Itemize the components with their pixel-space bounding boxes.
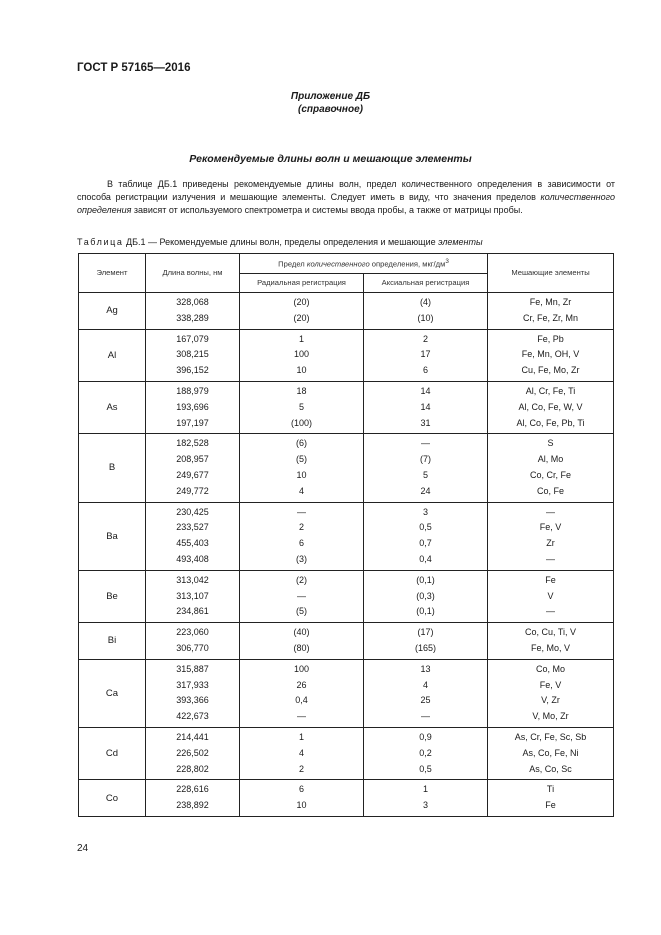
interfering-value: Co, Cr, Fe: [530, 469, 572, 480]
wavelength-value: 317,933: [176, 679, 209, 690]
wavelength-value: 396,152: [176, 365, 209, 376]
radial-value: 6: [298, 784, 304, 795]
radial-value: (80): [293, 642, 310, 653]
interfering-cell: [488, 570, 614, 622]
appendix-title: Приложение ДБ: [290, 91, 371, 102]
interfering-value: Cr, Fe, Zr, Mn: [523, 312, 579, 323]
wavelength-value: 228,802: [176, 763, 209, 774]
axial-value: 2: [423, 333, 429, 344]
axial-cell: [364, 659, 488, 727]
radial-value: 5: [298, 401, 304, 412]
wavelength-value: 328,068: [176, 297, 209, 307]
axial-value: 5: [423, 469, 429, 480]
axial-value: (0,1): [416, 574, 435, 585]
wavelength-value: 188,979: [176, 385, 209, 396]
radial-value: 6: [298, 538, 304, 549]
axial-cell: [364, 293, 488, 330]
wavelength-value: 233,527: [176, 522, 209, 533]
interfering-cell: [488, 434, 614, 502]
axial-value: 0,5: [419, 763, 432, 774]
interfering-value: S: [547, 438, 554, 449]
radial-value: 1: [298, 333, 304, 344]
axial-value: —: [421, 711, 430, 722]
radial-cell: [240, 502, 364, 570]
interfering-value: Al, Co, Fe, Pb, Ti: [516, 417, 585, 428]
interfering-value: Co, Mo: [536, 663, 566, 674]
header-limit-suffix: определения, мкг/дм: [369, 260, 446, 270]
interfering-cell: [488, 727, 614, 779]
axial-cell: [364, 727, 488, 779]
interfering-value: As, Co, Fe, Ni: [522, 747, 579, 758]
radial-value: 10: [296, 365, 307, 376]
interfering-value: As, Cr, Fe, Sc, Sb: [514, 731, 587, 742]
interfering-value: Fe, V: [539, 679, 562, 690]
wavelength-value: 308,215: [176, 349, 209, 360]
wavelength-cell: [146, 727, 240, 779]
interfering-value: Fe, V: [539, 522, 562, 533]
wavelength-value: 393,366: [176, 695, 209, 706]
wavelength-value: 182,528: [176, 438, 209, 449]
axial-value: 4: [423, 679, 429, 690]
radial-cell: [240, 570, 364, 622]
radial-value: (20): [293, 297, 310, 307]
wavelength-value: 313,107: [176, 590, 209, 601]
interfering-cell: [488, 329, 614, 381]
header-axial: Аксиальная регистрация: [364, 274, 488, 293]
interfering-value: Co, Fe: [537, 485, 565, 496]
axial-value: 0,5: [419, 522, 432, 533]
element-symbol: B: [79, 434, 146, 502]
axial-value: 3: [423, 506, 429, 517]
wavelength-value: 197,197: [176, 417, 209, 428]
interfering-cell: [488, 780, 614, 817]
radial-cell: [240, 329, 364, 381]
wavelength-value: 167,079: [176, 333, 209, 344]
radial-cell: [240, 727, 364, 779]
radial-value: —: [297, 590, 306, 601]
wavelength-cell: [146, 570, 240, 622]
radial-value: 10: [296, 469, 307, 480]
interfering-value: Co, Cu, Ti, V: [525, 627, 577, 638]
wavelength-value: 193,696: [176, 401, 209, 412]
interfering-value: Zr: [546, 538, 555, 549]
interfering-value: Al, Co, Fe, W, V: [518, 401, 583, 412]
element-symbol: As: [79, 381, 146, 433]
paragraph-text-start: В таблице ДБ.1 приведены рекомендуемые длины волн, предел количественного определения в зависимости от способа регистрации излучения и мешающие элементы. Следует иметь в виду, что значения пределов: [77, 179, 615, 202]
wavelength-value: 234,861: [176, 606, 209, 617]
wavelength-value: 228,616: [176, 784, 209, 795]
appendix-subtitle: (справочное): [298, 104, 363, 115]
paragraph-text-italic: количественного определения: [77, 192, 615, 215]
wavelength-value: 214,441: [176, 731, 209, 742]
paragraph-text-end: зависят от используемого спектрометра и системы ввода пробы, а также от матрицы пробы.: [131, 205, 523, 215]
caption-label: Таблица: [77, 237, 124, 247]
header-interfering: Мешающие элементы: [488, 254, 614, 293]
axial-cell: [364, 570, 488, 622]
radial-value: (5): [296, 454, 307, 465]
table-caption: [77, 237, 483, 247]
page-number: 24: [77, 843, 89, 854]
radial-value: (6): [296, 438, 307, 449]
axial-value: 14: [420, 401, 431, 412]
radial-cell: [240, 659, 364, 727]
table-row: [79, 623, 614, 660]
interfering-value: Fe, Pb: [537, 333, 564, 344]
wavelength-value: 306,770: [176, 642, 209, 653]
element-symbol: Be: [79, 570, 146, 622]
header-limit-italic: количественного: [306, 260, 370, 270]
element-symbol: Cd: [79, 727, 146, 779]
axial-value: 24: [420, 485, 431, 496]
wavelength-cell: [146, 502, 240, 570]
header-element: Элемент: [79, 254, 146, 293]
interfering-value: Fe, Mn, OH, V: [521, 349, 580, 360]
axial-value: 0,9: [419, 731, 432, 742]
axial-value: (0,3): [416, 590, 435, 601]
radial-value: (40): [293, 627, 310, 638]
intro-paragraph: [77, 178, 615, 217]
interfering-cell: [488, 381, 614, 433]
axial-cell: [364, 502, 488, 570]
interfering-value: Cu, Fe, Mo, Zr: [521, 365, 580, 376]
interfering-value: V: [547, 590, 554, 601]
interfering-value: Fe: [545, 800, 556, 811]
table-row: [79, 329, 614, 381]
caption-italic-word: элементы: [438, 237, 483, 247]
radial-cell: [240, 434, 364, 502]
radial-value: (3): [296, 553, 307, 564]
axial-value: 25: [420, 695, 431, 706]
table-body: [79, 293, 614, 817]
axial-value: 17: [420, 349, 431, 360]
interfering-value: As, Co, Sc: [529, 763, 572, 774]
radial-value: 100: [293, 663, 310, 674]
wavelength-cell: [146, 381, 240, 433]
caption-text: ДБ.1 — Рекомендуемые длины волн, пределы определения и мешающие: [123, 237, 439, 247]
table-row: [79, 570, 614, 622]
axial-value: (4): [420, 297, 431, 307]
axial-value: (165): [415, 642, 437, 653]
table-row: [79, 434, 614, 502]
wavelength-value: 249,677: [176, 469, 209, 480]
radial-value: 10: [296, 800, 307, 811]
axial-value: 0,4: [419, 553, 432, 564]
table-row: [79, 381, 614, 433]
axial-value: 13: [420, 663, 431, 674]
radial-value: (5): [296, 606, 307, 617]
interfering-value: Al, Mo: [537, 454, 564, 465]
table-row: [79, 727, 614, 779]
wavelength-value: 315,887: [176, 663, 209, 674]
wavelength-table: [78, 253, 614, 817]
axial-value: (17): [417, 627, 434, 638]
axial-value: —: [421, 438, 430, 449]
header-limit-sup: 3: [445, 258, 449, 266]
axial-cell: [364, 780, 488, 817]
axial-value: 6: [423, 365, 429, 376]
header-limit: [240, 254, 488, 274]
axial-value: (0,1): [416, 606, 435, 617]
wavelength-cell: [146, 780, 240, 817]
interfering-value: —: [546, 606, 556, 617]
radial-value: 4: [298, 485, 304, 496]
axial-cell: [364, 381, 488, 433]
radial-value: 4: [298, 747, 304, 758]
radial-value: 26: [296, 679, 307, 690]
interfering-value: Fe, Mo, V: [531, 642, 571, 653]
radial-cell: [240, 623, 364, 660]
radial-value: 2: [298, 763, 304, 774]
element-symbol: Ba: [79, 502, 146, 570]
radial-value: —: [297, 711, 306, 722]
wavelength-value: 313,042: [176, 574, 209, 585]
element-symbol: Bi: [79, 623, 146, 660]
axial-value: 1: [423, 784, 429, 795]
wavelength-value: 208,957: [176, 454, 209, 465]
wavelength-value: 223,060: [176, 627, 209, 638]
interfering-value: Ti: [546, 784, 555, 795]
radial-cell: [240, 381, 364, 433]
table-row: [79, 659, 614, 727]
wavelength-value: 238,892: [176, 800, 209, 811]
document-header: ГОСТ Р 57165—2016: [77, 62, 191, 74]
axial-value: (7): [420, 454, 431, 465]
radial-cell: [240, 780, 364, 817]
interfering-cell: [488, 659, 614, 727]
wavelength-value: 338,289: [176, 312, 209, 323]
axial-value: (10): [417, 312, 434, 323]
interfering-value: Fe, Mn, Zr: [529, 297, 572, 307]
axial-value: 3: [423, 800, 429, 811]
header-limit-prefix: Предел: [278, 260, 307, 270]
wavelength-cell: [146, 659, 240, 727]
axial-value: 14: [420, 385, 431, 396]
element-symbol: Ag: [79, 293, 146, 330]
axial-cell: [364, 434, 488, 502]
wavelength-cell: [146, 434, 240, 502]
radial-value: —: [297, 506, 306, 517]
radial-cell: [240, 293, 364, 330]
interfering-value: V, Zr: [541, 695, 560, 706]
header-wavelength: Длина волны, нм: [146, 254, 240, 293]
axial-cell: [364, 329, 488, 381]
axial-cell: [364, 623, 488, 660]
element-symbol: Co: [79, 780, 146, 817]
element-symbol: Al: [79, 329, 146, 381]
wavelength-cell: [146, 293, 240, 330]
section-title: Рекомендуемые длины волн и мешающие элементы: [189, 153, 472, 165]
radial-value: 18: [296, 385, 307, 396]
element-symbol: Ca: [79, 659, 146, 727]
radial-value: (2): [296, 574, 307, 585]
interfering-value: —: [546, 553, 556, 564]
header-radial: Радиальная регистрация: [240, 274, 364, 293]
table-row: [79, 502, 614, 570]
radial-value: 100: [293, 349, 310, 360]
wavelength-value: 493,408: [176, 553, 209, 564]
wavelength-cell: [146, 623, 240, 660]
table-row: [79, 293, 614, 330]
radial-value: 2: [298, 522, 304, 533]
axial-value: 0,7: [419, 538, 432, 549]
interfering-value: —: [546, 506, 556, 517]
interfering-value: V, Mo, Zr: [532, 711, 569, 722]
radial-value: 0,4: [295, 695, 308, 706]
wavelength-cell: [146, 329, 240, 381]
radial-value: (100): [290, 417, 312, 428]
interfering-cell: [488, 293, 614, 330]
interfering-value: Fe: [545, 574, 556, 585]
interfering-value: Al, Cr, Fe, Ti: [525, 385, 576, 396]
axial-value: 0,2: [419, 747, 432, 758]
wavelength-value: 249,772: [176, 485, 209, 496]
radial-value: (20): [293, 312, 310, 323]
wavelength-value: 226,502: [176, 747, 209, 758]
radial-value: 1: [298, 731, 304, 742]
axial-value: 31: [420, 417, 431, 428]
wavelength-value: 230,425: [176, 506, 209, 517]
wavelength-value: 455,403: [176, 538, 209, 549]
table-row: [79, 780, 614, 817]
interfering-cell: [488, 623, 614, 660]
interfering-cell: [488, 502, 614, 570]
wavelength-value: 422,673: [176, 711, 209, 722]
